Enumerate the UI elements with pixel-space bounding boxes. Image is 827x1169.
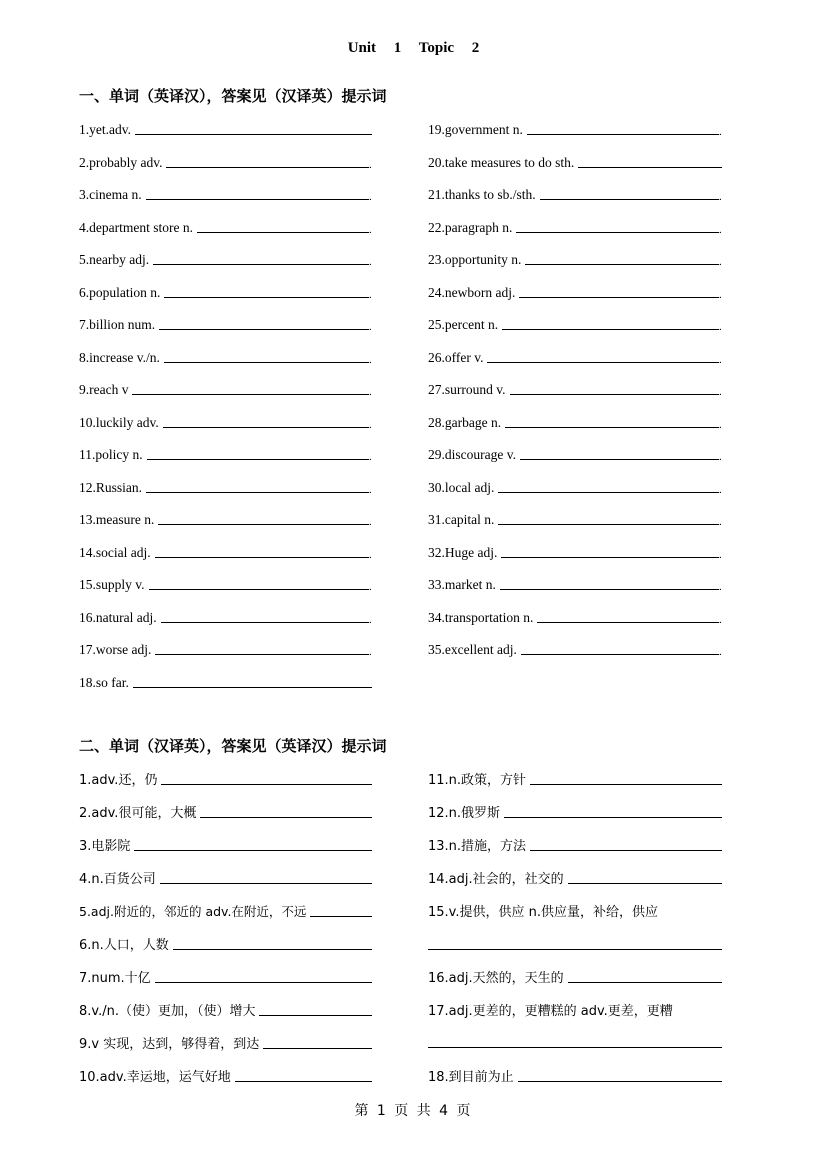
list-item: 21.thanks to sb./sth. .	[428, 187, 722, 203]
item-label: 2.probably adv.	[79, 154, 163, 170]
answer-blank[interactable]	[135, 133, 372, 135]
answer-blank[interactable]	[197, 231, 369, 233]
list-item: 29.discourage v. .	[428, 447, 722, 463]
list-item	[428, 145, 722, 171]
list-item	[428, 795, 722, 821]
answer-blank[interactable]	[161, 783, 372, 785]
list-item: 13.measure n. .	[79, 512, 372, 528]
answer-blank[interactable]	[161, 621, 369, 623]
list-item: 34.transportation n. .	[428, 609, 722, 626]
answer-blank[interactable]	[263, 1047, 372, 1049]
item-label: 6.n.人口，人数	[79, 938, 169, 953]
list-item	[428, 762, 722, 788]
answer-blank[interactable]	[568, 981, 722, 983]
item-label: 9.reach v	[79, 382, 129, 397]
answer-blank[interactable]	[487, 361, 719, 363]
item-label: 1.adv.还，仍	[79, 773, 158, 788]
answer-blank[interactable]	[155, 981, 372, 983]
item-label: 10.luckily adv.	[79, 414, 159, 430]
answer-blank[interactable]	[428, 949, 722, 950]
answer-blank[interactable]	[521, 653, 719, 655]
list-item	[428, 993, 722, 1019]
item-label: 18.到目前为止	[428, 1070, 514, 1085]
item-label: 25.percent n.	[428, 317, 499, 332]
answer-blank[interactable]	[578, 166, 722, 168]
answer-blank[interactable]	[153, 263, 369, 265]
item-label: 26.offer v.	[428, 349, 484, 365]
item-label: 30.local adj.	[428, 479, 495, 495]
item-label: 11.n.政策，方针	[428, 773, 527, 788]
list-item: 9.reach v .	[79, 382, 372, 398]
list-item: 14.social adj. .	[79, 544, 372, 561]
answer-blank[interactable]	[147, 458, 369, 460]
item-label: 16.adj.天然的，天生的	[428, 971, 564, 986]
item-label: 8.v./n.（使）更加，（使）增大	[79, 1004, 256, 1019]
answer-blank[interactable]	[537, 621, 719, 623]
list-item	[79, 993, 372, 1019]
answer-blank[interactable]	[164, 296, 369, 298]
item-label: 27.surround v.	[428, 382, 506, 397]
answer-blank[interactable]	[155, 653, 369, 655]
answer-blank[interactable]	[504, 816, 722, 818]
item-label: 31.capital n.	[428, 512, 495, 527]
item-label: 21.thanks to sb./sth.	[428, 187, 536, 202]
answer-blank[interactable]	[134, 849, 372, 851]
list-item: 23.opportunity n. .	[428, 252, 722, 268]
answer-blank[interactable]	[520, 458, 719, 460]
answer-blank[interactable]	[158, 523, 369, 525]
item-label: 13.n.措施，方法	[428, 839, 527, 854]
list-item: 33.market n. .	[428, 577, 722, 593]
answer-blank[interactable]	[149, 588, 369, 590]
answer-blank[interactable]	[540, 198, 719, 200]
list-item: 25.percent n. .	[428, 317, 722, 333]
item-label: 32.Huge adj.	[428, 544, 498, 560]
item-label: 17.adj.更差的，更糟糕的 adv.更差，更糟	[428, 1004, 673, 1019]
list-item: 12.Russian. .	[79, 479, 372, 496]
item-label: 5.nearby adj.	[79, 252, 150, 267]
list-item: 17.worse adj. .	[79, 642, 372, 658]
answer-blank[interactable]	[518, 1080, 722, 1082]
answer-blank[interactable]	[164, 361, 369, 363]
item-label: 17.worse adj.	[79, 642, 152, 657]
list-item: 16.natural adj. .	[79, 609, 372, 626]
item-label: 28.garbage n.	[428, 414, 502, 430]
list-item: 27.surround v. .	[428, 382, 722, 398]
item-label: 12.n.俄罗斯	[428, 806, 501, 821]
item-label: 19.government n.	[428, 122, 523, 137]
list-item: 3.cinema n. .	[79, 187, 372, 203]
list-item: 19.government n. .	[428, 122, 722, 138]
page-title: Unit 1 Topic 2	[347, 40, 480, 56]
list-item	[79, 927, 372, 953]
list-item	[428, 894, 722, 920]
answer-blank[interactable]	[500, 588, 719, 590]
list-item: 4.department store n. .	[79, 219, 372, 236]
answer-blank[interactable]	[163, 426, 369, 428]
list-item	[428, 960, 722, 986]
answer-blank[interactable]	[498, 491, 719, 493]
item-label: 20.take measures to do sth.	[428, 154, 575, 170]
answer-blank[interactable]	[146, 198, 369, 200]
list-item	[428, 861, 722, 887]
list-item	[79, 762, 372, 788]
item-label: 3.电影院	[79, 839, 131, 854]
answer-blank[interactable]	[146, 491, 369, 493]
item-label: 8.increase v./n.	[79, 349, 160, 365]
answer-blank[interactable]	[160, 882, 372, 884]
list-item: 10.luckily adv. .	[79, 414, 372, 431]
list-item	[79, 1059, 372, 1085]
list-item	[79, 1026, 372, 1052]
answer-blank[interactable]	[502, 328, 719, 330]
item-label: 16.natural adj.	[79, 609, 157, 625]
answer-blank[interactable]	[310, 915, 372, 917]
list-item	[79, 960, 372, 986]
answer-blank[interactable]	[133, 686, 372, 688]
section-1-heading: 一、单词（英译汉），答案见（汉译英）提示词	[79, 87, 387, 105]
answer-blank[interactable]	[516, 231, 719, 233]
answer-blank[interactable]	[530, 783, 722, 785]
list-item	[79, 861, 372, 887]
item-label: 23.opportunity n.	[428, 252, 522, 267]
answer-blank[interactable]	[173, 948, 372, 950]
answer-blank[interactable]	[132, 393, 369, 395]
item-label: 22.paragraph n.	[428, 219, 513, 235]
answer-blank[interactable]	[527, 133, 719, 135]
item-label: 35.excellent adj.	[428, 642, 517, 657]
item-label: 14.adj.社会的，社交的	[428, 872, 564, 887]
list-item: 7.billion num. .	[79, 317, 372, 333]
item-label: 18.so far.	[79, 674, 129, 690]
answer-blank[interactable]	[568, 882, 722, 884]
list-item: 6.population n. .	[79, 284, 372, 301]
page-number: 第 1 页 共 4 页	[354, 1103, 473, 1119]
list-item: 32.Huge adj. .	[428, 544, 722, 561]
answer-blank[interactable]	[525, 263, 719, 265]
item-label: 4.n.百货公司	[79, 872, 156, 887]
list-item: 28.garbage n. .	[428, 414, 722, 431]
item-label: 4.department store n.	[79, 219, 193, 235]
answer-blank[interactable]	[501, 556, 719, 558]
answer-blank[interactable]	[155, 556, 369, 558]
item-label: 11.policy n.	[79, 447, 143, 462]
answer-blank[interactable]	[498, 523, 719, 525]
answer-blank[interactable]	[505, 426, 719, 428]
list-item	[79, 894, 372, 920]
section-2-heading: 二、单词（汉译英），答案见（英译汉）提示词	[79, 737, 387, 755]
answer-blank[interactable]	[259, 1014, 372, 1016]
list-item: 24.newborn adj. .	[428, 284, 722, 301]
answer-blank[interactable]	[166, 166, 369, 168]
answer-blank[interactable]	[519, 296, 719, 298]
item-label: 24.newborn adj.	[428, 284, 516, 300]
item-label: 14.social adj.	[79, 544, 151, 560]
list-item: 2.probably adv. .	[79, 154, 372, 171]
list-item	[428, 1059, 722, 1085]
answer-blank[interactable]	[510, 393, 720, 395]
list-item	[79, 112, 372, 138]
item-label: 7.billion num.	[79, 317, 156, 332]
item-label: 2.adv.很可能，大概	[79, 806, 197, 821]
item-label: 29.discourage v.	[428, 447, 516, 462]
answer-blank[interactable]	[235, 1080, 372, 1082]
answer-blank[interactable]	[159, 328, 369, 330]
answer-blank[interactable]	[428, 1047, 722, 1048]
list-item	[79, 828, 372, 854]
item-label: 1.yet.adv.	[79, 122, 131, 137]
item-label: 3.cinema n.	[79, 187, 142, 202]
list-item: 5.nearby adj. .	[79, 252, 372, 268]
list-item: 26.offer v. .	[428, 349, 722, 366]
list-item: 22.paragraph n. .	[428, 219, 722, 236]
list-item: 15.supply v. .	[79, 577, 372, 593]
item-label: 10.adv.幸运地，运气好地	[79, 1070, 231, 1085]
list-item: 30.local adj. .	[428, 479, 722, 496]
item-label: 9.v 实现，达到，够得着，到达	[79, 1037, 260, 1052]
item-label: 5.adj.附近的，邻近的 adv.在附近，不远	[79, 904, 307, 919]
list-item	[79, 665, 372, 691]
answer-blank[interactable]	[530, 849, 722, 851]
item-label: 12.Russian.	[79, 479, 143, 495]
item-label: 15.v.提供，供应 n.供应量，补给，供应	[428, 905, 658, 920]
item-label: 33.market n.	[428, 577, 496, 592]
item-label: 34.transportation n.	[428, 609, 534, 625]
list-item	[428, 828, 722, 854]
answer-blank[interactable]	[200, 816, 372, 818]
list-item: 8.increase v./n. .	[79, 349, 372, 366]
list-item: 35.excellent adj. .	[428, 642, 722, 658]
item-label: 6.population n.	[79, 284, 161, 300]
item-label: 13.measure n.	[79, 512, 155, 527]
list-item: 31.capital n. .	[428, 512, 722, 528]
list-item: 11.policy n. .	[79, 447, 372, 463]
item-label: 7.num.十亿	[79, 971, 151, 986]
list-item	[79, 795, 372, 821]
item-label: 15.supply v.	[79, 577, 145, 592]
